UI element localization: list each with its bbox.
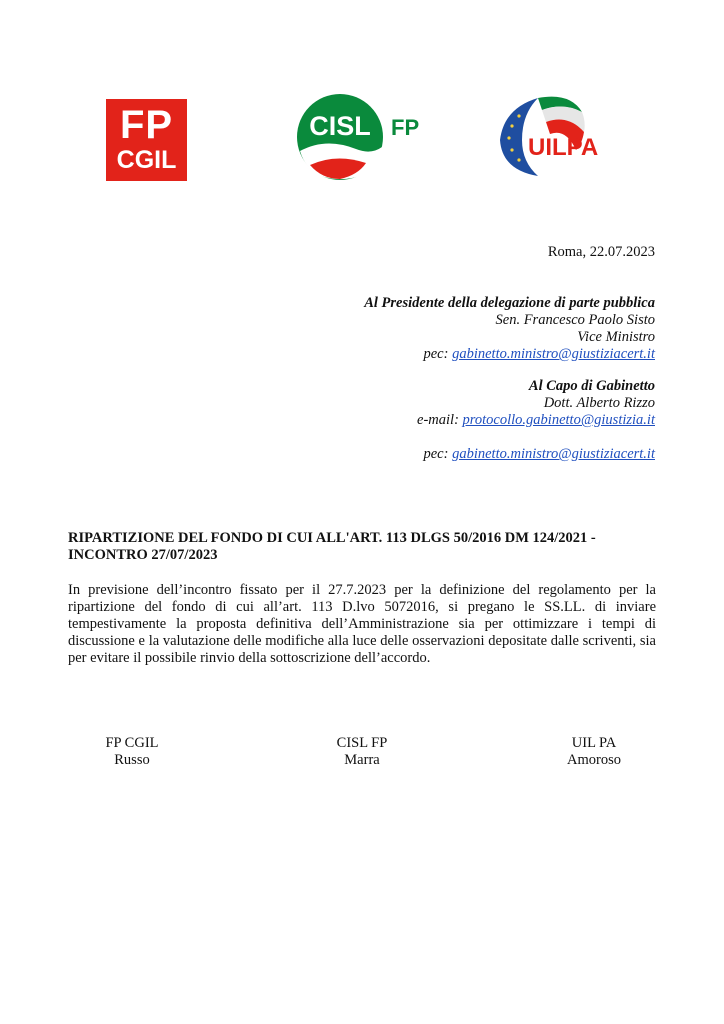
recipient1-contact-label: pec:: [423, 346, 453, 362]
letter-date: Roma, 22.07.2023: [547, 244, 655, 260]
signature-org: FP CGIL: [105, 735, 159, 751]
recipient2-title: Al Capo di Gabinetto: [528, 378, 655, 394]
recipient-block-1: [364, 295, 655, 363]
signature-name: Amoroso: [567, 752, 621, 768]
recipient2-contact-label: e-mail:: [417, 412, 463, 428]
subject-line-2: INCONTRO 27/07/2023: [68, 547, 218, 563]
recipient3-email-link[interactable]: gabinetto.ministro@giustiziacert.it: [452, 446, 655, 462]
signature-cisl-fp: [322, 735, 402, 769]
cisl-logo-suffix: FP: [391, 115, 420, 140]
cisl-fp-logo: [296, 93, 426, 183]
recipient2-name: Dott. Alberto Rizzo: [543, 395, 655, 411]
fp-cgil-logo: [106, 99, 187, 181]
fp-cgil-logo-line2: CGIL: [116, 146, 177, 174]
signature-fp-cgil: [92, 735, 172, 769]
recipient1-email-link[interactable]: gabinetto.ministro@giustiziacert.it: [452, 346, 655, 362]
signature-uil-pa: [554, 735, 634, 769]
recipient-block-2: [417, 378, 655, 429]
signature-org: UIL PA: [571, 735, 617, 751]
subject-line-1: RIPARTIZIONE DEL FONDO DI CUI ALL'ART. 113 DLGS 50/2016 DM 124/2021 -: [68, 530, 596, 546]
recipient2-email-link[interactable]: protocollo.gabinetto@giustizia.it: [462, 412, 655, 428]
recipient1-title: Al Presidente della delegazione di parte pubblica: [364, 295, 655, 311]
recipient1-name: Sen. Francesco Paolo Sisto: [495, 312, 655, 328]
uil-pa-logo: [492, 92, 620, 184]
signature-org: CISL FP: [336, 735, 388, 751]
recipient3-contact: [424, 446, 656, 463]
letter-subject: [68, 530, 658, 564]
cisl-logo-text: CISL: [309, 111, 371, 141]
recipient-block-3: [424, 446, 656, 463]
recipient1-role: Vice Ministro: [577, 329, 655, 345]
signature-name: Russo: [114, 752, 150, 768]
signature-name: Marra: [344, 752, 380, 768]
recipient1-contact: [364, 346, 655, 363]
fp-cgil-logo-line1: FP: [119, 103, 174, 147]
recipient2-contact: [417, 412, 655, 429]
letter-body: In previsione dell’incontro fissato per il 27.7.2023 per la definizione del regolamento per la ripartizione del fondo di cui all’art. 113 D.lvo 5072016, si pregano le SS.LL. di inviare tempestivamente la proposta definitiva dell’Amministrazione sia per ottimizzare i tempi di discussione e la valutazione delle modifiche alla luce delle osservazioni depositate dalle scriventi, sia per evitare il possibile rinvio della sottoscrizione dell’accordo.: [68, 582, 656, 666]
uil-logo-text: UILPA: [528, 134, 599, 161]
recipient3-contact-label: pec:: [423, 446, 453, 462]
